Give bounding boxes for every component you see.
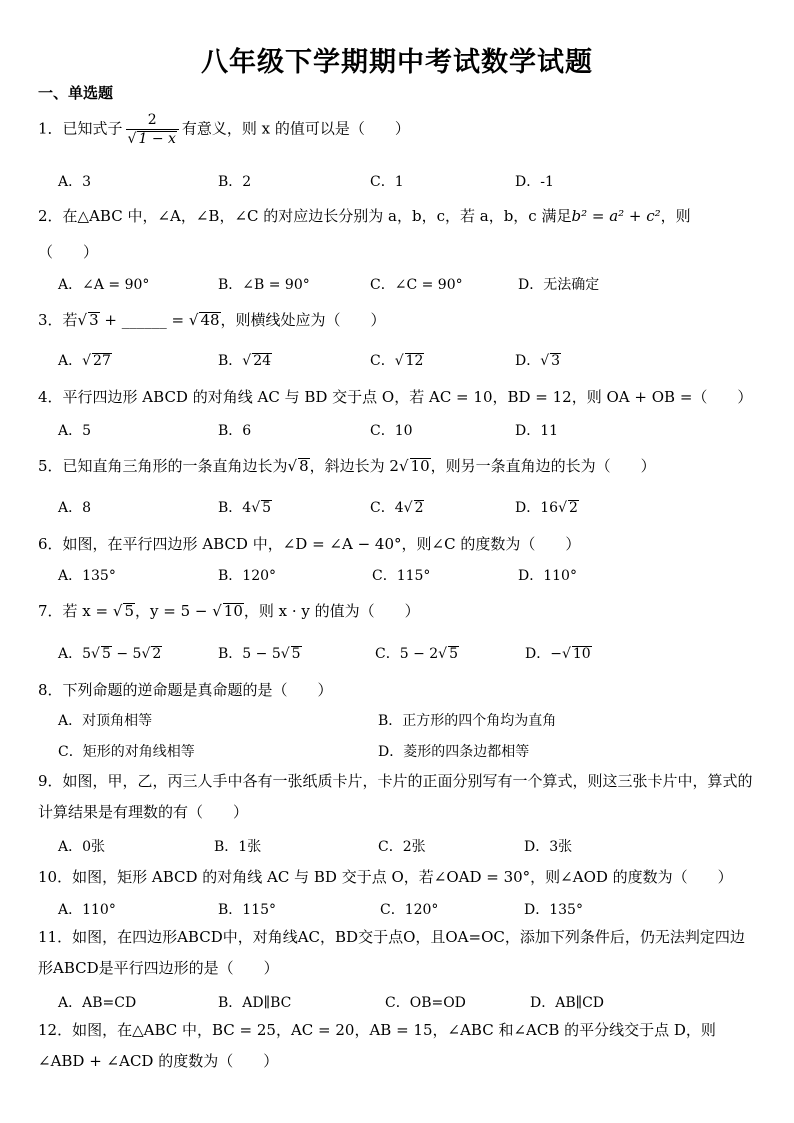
q4-option-b[interactable]: B．6 — [218, 423, 252, 439]
q7-b-part1: 5 − 5 — [242, 646, 281, 662]
q3-a-radicand: 27 — [93, 353, 111, 369]
q5-radicand-2: 10 — [410, 457, 430, 475]
q7-c-part1: 5 − 2 — [399, 646, 439, 662]
q9-option-d[interactable]: D．3张 — [524, 839, 573, 855]
q5-d-coef: 16 — [540, 500, 559, 516]
page-title: 八年级下学期期中考试数学试题 — [201, 47, 593, 78]
q2-option-b[interactable]: B．∠B = 90° — [218, 277, 310, 293]
q1-numerator: 2 — [126, 111, 179, 130]
q5-option-c[interactable]: C．4√ 2 — [370, 500, 424, 516]
q5-option-b[interactable]: B．4√ 5 — [218, 500, 272, 516]
q7-mid: ，y = 5 − — [135, 602, 213, 620]
question-11: 11．如图，在四边形ABCD中，对角线AC，BD交于点O，且OA=OC，添加下列条件后，仍无法判定四边形ABCD是平行四边形的是（ ） — [38, 928, 745, 977]
q5-post: ，则另一条直角边的长为（ ） — [430, 457, 656, 475]
q10-option-c[interactable]: C．120° — [380, 902, 439, 918]
question-1 — [38, 111, 410, 148]
q3-d-radicand: 3 — [551, 353, 561, 369]
q7-a-radicand-2: 2 — [152, 646, 162, 662]
q7-d-label: D． — [525, 646, 551, 662]
q6-option-b[interactable]: B．120° — [218, 568, 277, 584]
q5-radicand-1: 8 — [299, 457, 309, 475]
q4-option-c[interactable]: C．10 — [370, 423, 413, 439]
q5-d-label: D． — [515, 500, 541, 516]
q2-option-c[interactable]: C．∠C = 90° — [370, 277, 463, 293]
q1-option-d[interactable]: D．-1 — [515, 174, 554, 190]
q7-b-radicand: 5 — [291, 646, 301, 662]
q10-option-d[interactable]: D．135° — [524, 902, 583, 918]
question-6: 6．如图，在平行四边形 ABCD 中，∠D = ∠A − 40°，则∠C 的度数为（ ） — [38, 535, 581, 553]
q2-option-a[interactable]: A．∠A = 90° — [58, 277, 150, 293]
q11-option-b[interactable]: B．AD∥BC — [218, 995, 292, 1011]
q6-option-d[interactable]: D．110° — [518, 568, 577, 584]
q7-radicand-1: 5 — [124, 602, 134, 620]
q7-option-b[interactable]: B．5 − 5√ 5 — [218, 646, 301, 662]
question-10: 10．如图，矩形 ABCD 的对角线 AC 与 BD 交于点 O，若∠OAD = 30°，则∠AOD 的度数为（ ） — [38, 868, 733, 886]
q7-a-part2: − 5 — [111, 646, 142, 662]
q5-b-label: B． — [218, 500, 243, 516]
question-2 — [38, 205, 691, 226]
q1-post: 有意义，则 x 的值可以是（ ） — [181, 119, 410, 138]
q3-option-c[interactable]: C．√ 12 — [370, 353, 424, 369]
question-9: 9．如图，甲，乙，丙三人手中各有一张纸质卡片，卡片的正面分别写有一个算式，则这三张卡片中，算式的计算结果是有理数的有（ ） — [38, 772, 753, 821]
q5-b-coef: 4 — [242, 500, 252, 516]
q7-b-label: B． — [218, 646, 243, 662]
q7-pre: 7．若 x = — [38, 602, 113, 620]
q7-d-part1: − — [550, 646, 562, 662]
q1-pre: 1．已知式子 — [38, 119, 123, 138]
q8-option-a[interactable]: A．对顶角相等 — [58, 713, 153, 729]
q7-radicand-2: 10 — [223, 602, 243, 620]
section-heading: 一、单选题 — [38, 84, 114, 102]
q5-c-coef: 4 — [394, 500, 404, 516]
q6-option-c[interactable]: C．115° — [372, 568, 431, 584]
question-4: 4．平行四边形 ABCD 的对角线 AC 与 BD 交于点 O，若 AC = 10，BD = 12，则 OA + OB =（ ） — [38, 388, 753, 406]
question-3: 3．若√ 3 + ______ = √ 48，则横线处应为（ ） — [38, 311, 386, 329]
q10-option-a[interactable]: A．110° — [58, 902, 116, 918]
q3-b-radicand: 24 — [253, 353, 272, 369]
q4-option-a[interactable]: A．5 — [58, 423, 92, 439]
q11-option-a[interactable]: A．AB=CD — [58, 995, 137, 1011]
q5-c-radicand: 2 — [414, 500, 424, 516]
q3-d-label: D． — [515, 353, 541, 369]
q9-option-c[interactable]: C．2张 — [378, 839, 426, 855]
q11-option-c[interactable]: C．OB=OD — [385, 995, 466, 1011]
q7-option-a[interactable]: A．5√ 5 − 5√ 2 — [58, 646, 162, 662]
question-7: 7．若 x = √ 5，y = 5 − √ 10，则 x · y 的值为（ ） — [38, 602, 420, 620]
q2-tail: ，则 — [660, 207, 691, 225]
q10-option-b[interactable]: B．115° — [218, 902, 277, 918]
q5-d-radicand: 2 — [568, 500, 578, 516]
q7-a-radicand-1: 5 — [101, 646, 111, 662]
q6-option-a[interactable]: A．135° — [58, 568, 116, 584]
q8-option-d[interactable]: D．菱形的四条边都相等 — [378, 744, 530, 760]
q3-radicand-2: 48 — [200, 311, 220, 329]
q7-a-label: A． — [58, 646, 83, 662]
q1-option-a[interactable]: A．3 — [58, 174, 92, 190]
q4-option-d[interactable]: D．11 — [515, 423, 559, 439]
q3-option-d[interactable]: D．√ 3 — [515, 353, 561, 369]
q7-option-d[interactable]: D．−√ 10 — [525, 646, 591, 662]
q1-option-b[interactable]: B．2 — [218, 174, 252, 190]
q2-text: 2．在△ABC 中，∠A，∠B，∠C 的对应边长分别为 a，b，c，若 a，b，c 满足 — [38, 207, 572, 225]
question-5: 5．已知直角三角形的一条直角边长为√ 8，斜边长为 2√ 10，则另一条直角边的长为（ ） — [38, 457, 656, 475]
q5-option-d[interactable]: D．16√ 2 — [515, 500, 578, 516]
q11-option-d[interactable]: D．AB∥CD — [530, 995, 605, 1011]
q5-pre: 5．已知直角三角形的一条直角边长为 — [38, 457, 288, 475]
q1-radicand: 1 − x — [138, 131, 176, 147]
q3-option-b[interactable]: B．√ 24 — [218, 353, 272, 369]
q2-condition: b² = a² + c² — [571, 207, 661, 225]
question-8: 8．下列命题的逆命题是真命题的是（ ） — [38, 681, 333, 699]
q5-option-a[interactable]: A．8 — [58, 500, 92, 516]
q7-c-radicand: 5 — [449, 646, 459, 662]
q2-option-d[interactable]: D．无法确定 — [518, 277, 600, 293]
q5-mid: ，斜边长为 2 — [309, 457, 399, 475]
q3-b-label: B． — [218, 353, 243, 369]
q5-c-label: C． — [370, 500, 395, 516]
q7-post: ，则 x · y 的值为（ ） — [243, 602, 420, 620]
q3-c-label: C． — [370, 353, 395, 369]
q1-fraction — [126, 111, 179, 148]
q3-option-a[interactable]: A．√ 27 — [58, 353, 111, 369]
q2-line2: （ ） — [38, 243, 99, 261]
q3-c-radicand: 12 — [405, 353, 424, 369]
q7-option-c[interactable]: C．5 − 2√ 5 — [375, 646, 459, 662]
q8-option-b[interactable]: B．正方形的四个角均为直角 — [378, 713, 557, 729]
q3-radicand-1: 3 — [89, 311, 99, 329]
q5-b-radicand: 5 — [262, 500, 272, 516]
q9-option-a[interactable]: A．0张 — [58, 839, 106, 855]
q7-a-part1: 5 — [82, 646, 92, 662]
q3-post: ，则横线处应为（ ） — [220, 311, 386, 329]
question-12: 12．如图，在△ABC 中，BC = 25，AC = 20，AB = 15，∠ABC 和∠ACB 的平分线交于点 D，则∠ABD + ∠ACD 的度数为（ ） — [38, 1021, 716, 1070]
q1-denominator: √ 1 − x — [127, 131, 176, 147]
q7-c-label: C． — [375, 646, 400, 662]
q9-option-b[interactable]: B．1张 — [214, 839, 262, 855]
q1-option-c[interactable]: C．1 — [370, 174, 404, 190]
q3-pre: 3．若 — [38, 311, 78, 329]
q8-option-c[interactable]: C．矩形的对角线相等 — [58, 744, 195, 760]
q3-a-label: A． — [58, 353, 83, 369]
q3-mid: + ______ = — [99, 311, 189, 329]
q7-d-radicand: 10 — [572, 646, 591, 662]
